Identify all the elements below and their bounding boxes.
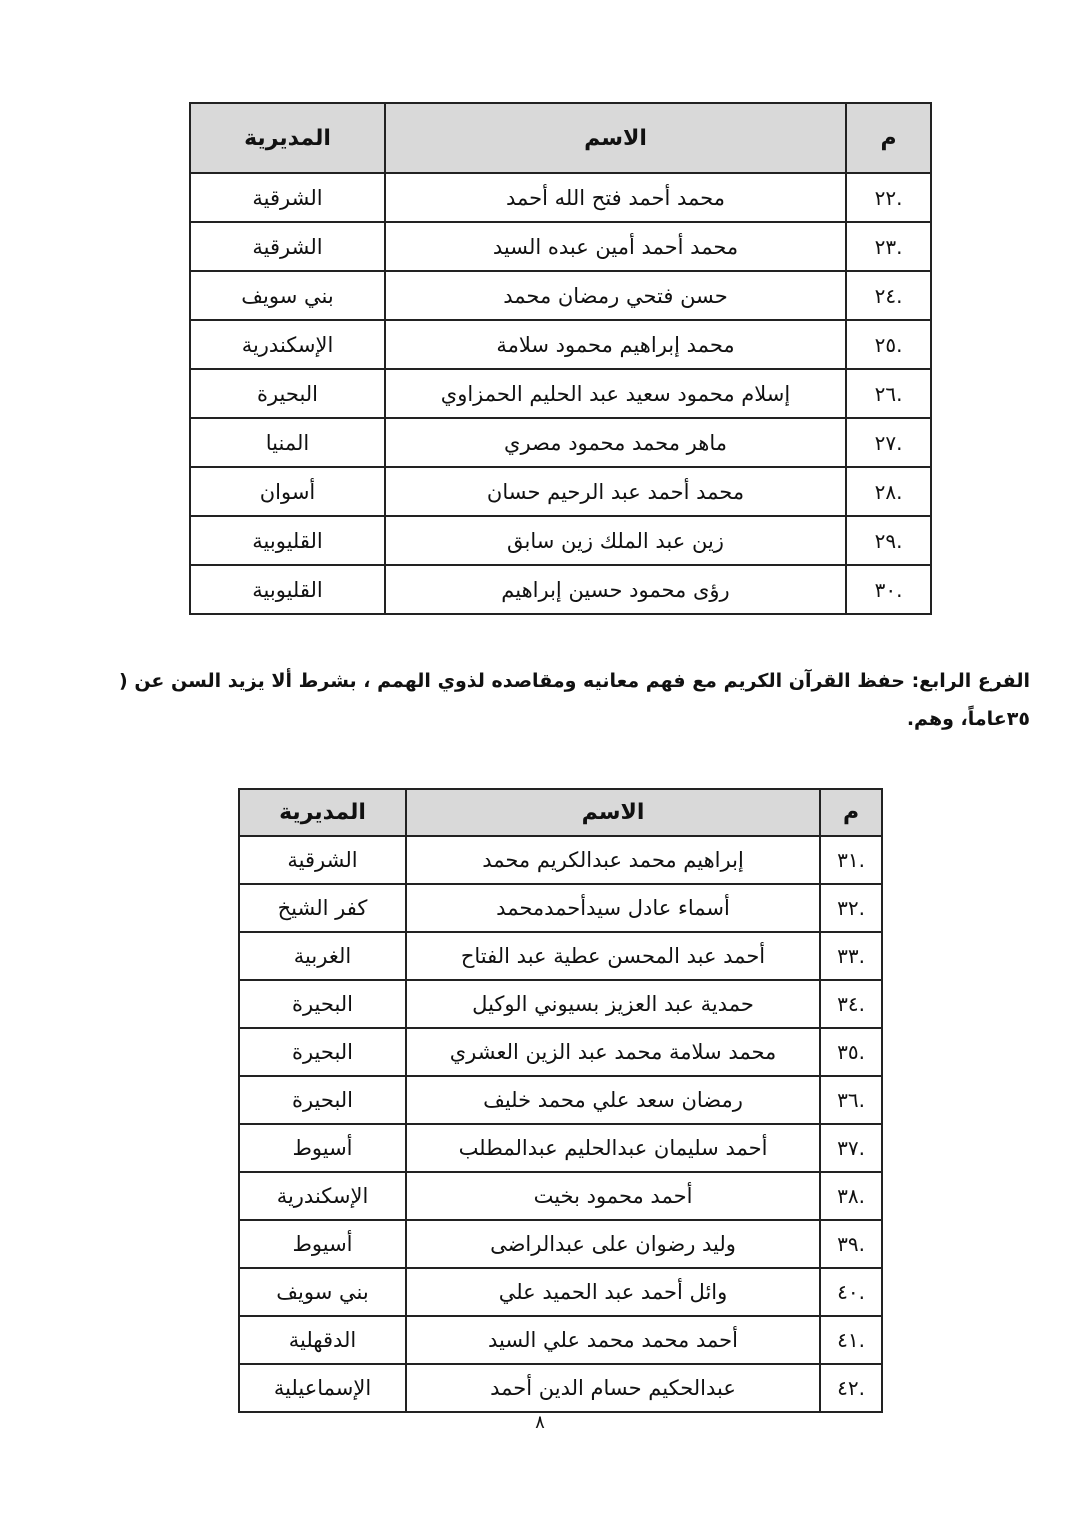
row-name: محمد إبراهيم محمود سلامة — [385, 320, 846, 369]
row-directorate: أسيوط — [239, 1124, 406, 1172]
row-directorate: البحيرة — [239, 1028, 406, 1076]
table-row — [239, 884, 882, 932]
table-row — [239, 1076, 882, 1124]
header-directorate: المديرية — [190, 103, 385, 173]
row-name: محمد أحمد أمين عبده السيد — [385, 222, 846, 271]
row-directorate: المنيا — [190, 418, 385, 467]
row-num: .٢٦ — [846, 369, 931, 418]
names-table-2 — [238, 788, 883, 1413]
branch-text: حفظ القرآن الكريم مع فهم معانيه ومقاصده لذوي الهمم ، بشرط ألا يزيد السن عن ( ٣٥عاماً، وهم. — [119, 670, 1030, 730]
row-num: .٢٥ — [846, 320, 931, 369]
table-row — [190, 222, 931, 271]
row-name: محمد أحمد عبد الرحيم حسان — [385, 467, 846, 516]
row-directorate: القليوبية — [190, 565, 385, 614]
row-directorate: الشرقية — [190, 173, 385, 222]
row-name: عبدالحكيم حسام الدين أحمد — [406, 1364, 820, 1412]
row-directorate: الإسكندرية — [239, 1172, 406, 1220]
row-directorate: الإسماعيلية — [239, 1364, 406, 1412]
row-num: .٣٦ — [820, 1076, 882, 1124]
row-num: .٢٣ — [846, 222, 931, 271]
row-name: أحمد عبد المحسن عطية عبد الفتاح — [406, 932, 820, 980]
row-num: .٣٩ — [820, 1220, 882, 1268]
row-name: محمد سلامة محمد عبد الزين العشري — [406, 1028, 820, 1076]
row-name: أحمد محمود بخيت — [406, 1172, 820, 1220]
row-num: .٣٠ — [846, 565, 931, 614]
row-name: أسماء عادل سيدأحمدمحمد — [406, 884, 820, 932]
row-directorate: الغربية — [239, 932, 406, 980]
row-num: .٤١ — [820, 1316, 882, 1364]
table-row — [190, 516, 931, 565]
table-row — [239, 1364, 882, 1412]
table-row — [239, 980, 882, 1028]
row-directorate: الشرقية — [190, 222, 385, 271]
row-directorate: القليوبية — [190, 516, 385, 565]
page-number: ٨ — [535, 1412, 545, 1433]
row-num: .٣٤ — [820, 980, 882, 1028]
row-name: وليد رضوان على عبدالراضى — [406, 1220, 820, 1268]
table-row — [190, 418, 931, 467]
row-directorate: البحيرة — [239, 1076, 406, 1124]
row-directorate: بني سويف — [239, 1268, 406, 1316]
names-table-1 — [189, 102, 932, 615]
table-row — [239, 1124, 882, 1172]
row-name: أحمد محمد محمد علي السيد — [406, 1316, 820, 1364]
table-row — [190, 271, 931, 320]
header-name: الاسم — [385, 103, 846, 173]
table-row — [239, 836, 882, 884]
row-num: .٣٥ — [820, 1028, 882, 1076]
row-num: .٢٧ — [846, 418, 931, 467]
table-row — [239, 1172, 882, 1220]
row-num: .٢٢ — [846, 173, 931, 222]
row-num: .٤٠ — [820, 1268, 882, 1316]
row-name: ماهر محمد محمود مصري — [385, 418, 846, 467]
row-name: أحمد سليمان عبدالحليم عبدالمطلب — [406, 1124, 820, 1172]
branch-description — [100, 662, 1030, 738]
row-directorate: أسوان — [190, 467, 385, 516]
row-name: رؤى محمود حسين إبراهيم — [385, 565, 846, 614]
branch-label: الفرع الرابع: — [911, 670, 1030, 692]
table-row — [190, 173, 931, 222]
row-directorate: البحيرة — [239, 980, 406, 1028]
row-name: حمدية عبد العزيز بسيوني الوكيل — [406, 980, 820, 1028]
header-num: م — [820, 789, 882, 836]
header-num: م — [846, 103, 931, 173]
row-directorate: الدقهلية — [239, 1316, 406, 1364]
table-row — [190, 320, 931, 369]
row-directorate: أسيوط — [239, 1220, 406, 1268]
row-name: حسن فتحي رمضان محمد — [385, 271, 846, 320]
row-num: .٢٤ — [846, 271, 931, 320]
row-name: إسلام محمود سعيد عبد الحليم الحمزاوي — [385, 369, 846, 418]
row-num: .٢٩ — [846, 516, 931, 565]
row-name: إبراهيم محمد عبدالكريم محمد — [406, 836, 820, 884]
table-row — [239, 1268, 882, 1316]
row-num: .٣٧ — [820, 1124, 882, 1172]
header-directorate: المديرية — [239, 789, 406, 836]
row-num: .٢٨ — [846, 467, 931, 516]
row-name: وائل أحمد عبد الحميد علي — [406, 1268, 820, 1316]
table-header-row — [239, 789, 882, 836]
table-row — [239, 1220, 882, 1268]
row-directorate: البحيرة — [190, 369, 385, 418]
row-num: .٣٣ — [820, 932, 882, 980]
row-directorate: كفر الشيخ — [239, 884, 406, 932]
row-name: زين عبد الملك زين سابق — [385, 516, 846, 565]
row-directorate: بني سويف — [190, 271, 385, 320]
table-row — [239, 1316, 882, 1364]
table-header-row — [190, 103, 931, 173]
row-name: محمد أحمد فتح الله أحمد — [385, 173, 846, 222]
table-row — [190, 467, 931, 516]
row-num: .٣٨ — [820, 1172, 882, 1220]
row-directorate: الإسكندرية — [190, 320, 385, 369]
row-num: .٣٢ — [820, 884, 882, 932]
row-num: .٤٢ — [820, 1364, 882, 1412]
table-row — [190, 565, 931, 614]
row-name: رمضان سعد علي محمد خليف — [406, 1076, 820, 1124]
table-row — [239, 1028, 882, 1076]
table-row — [190, 369, 931, 418]
header-name: الاسم — [406, 789, 820, 836]
table-row — [239, 932, 882, 980]
row-num: .٣١ — [820, 836, 882, 884]
row-directorate: الشرقية — [239, 836, 406, 884]
